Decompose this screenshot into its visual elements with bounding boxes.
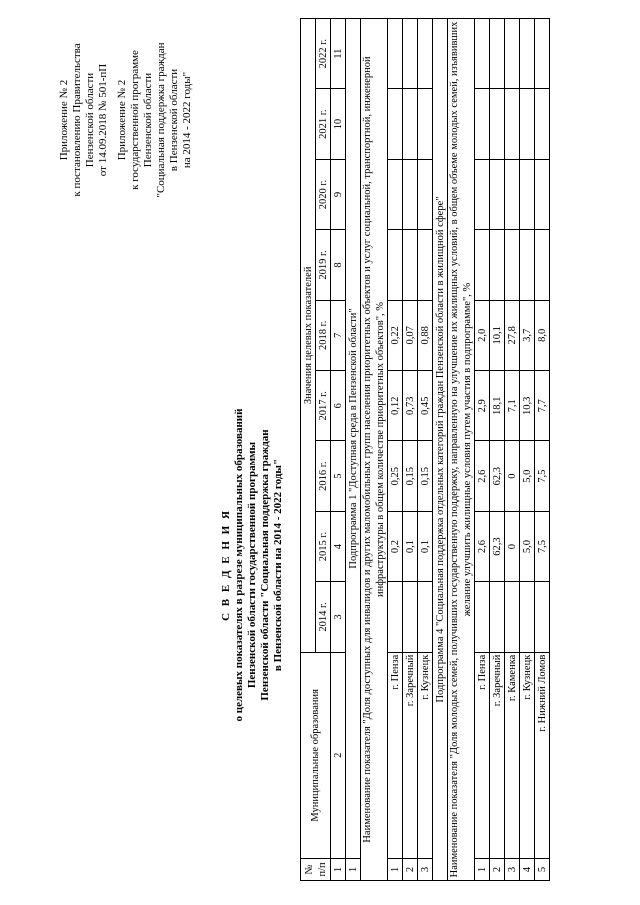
col-number: 4 [331, 511, 346, 581]
title-line: в Пензенской области на 2014 - 2022 годы" [272, 458, 284, 672]
appendix-line: к постановлению Правительства [71, 43, 83, 197]
value-cell [403, 19, 418, 89]
value-cell: 10,1 [490, 300, 505, 370]
value-cell [520, 159, 535, 229]
col-number: 5 [331, 441, 346, 511]
appendix-line: "Социальная поддержка граждан [155, 42, 167, 198]
value-cell [388, 582, 403, 652]
value-cell: 2,6 [475, 511, 490, 581]
row-municipality: г. Нижний Ломов [535, 652, 550, 858]
value-cell: 0 [505, 511, 520, 581]
title-line: Пензенской области государственной программы [246, 441, 258, 689]
header-year: 2015 г. [316, 511, 331, 581]
row-municipality: г. Каменка [505, 652, 520, 858]
header-year: 2018 г. [316, 300, 331, 370]
subprogram-1-title: Подпрограмма 1 "Доступная среда в Пензенской области" [346, 19, 361, 859]
value-cell [403, 230, 418, 300]
value-cell: 0,15 [418, 441, 433, 511]
value-cell [388, 159, 403, 229]
value-cell: 3,7 [520, 300, 535, 370]
col-number: 11 [331, 19, 346, 89]
subprogram-row [346, 19, 361, 881]
title-line: о целевых показателях в разрезе муниципальных образований [233, 408, 245, 722]
value-cell [475, 230, 490, 300]
table-row [535, 19, 550, 881]
value-cell: 5,0 [520, 441, 535, 511]
row-num: 1 [388, 858, 403, 880]
value-cell: 5,0 [520, 511, 535, 581]
appendix-line: Приложение № 2 [58, 79, 70, 161]
value-cell: 0,22 [388, 300, 403, 370]
value-cell [388, 230, 403, 300]
subprogram-4-indicator: Наименование показателя "Доля молодых семей, получивших государственную поддержку, направленную на улучшение их жилищных условий, в общем объеме молодых семей, изъявивших желание улучшить жилищные условия путем участия в подпрограмме", % [448, 19, 475, 881]
table-row [403, 19, 418, 881]
header-values-group: Значения целевых показателей [301, 19, 316, 653]
row-num: 2 [490, 858, 505, 880]
value-cell: 0,25 [388, 441, 403, 511]
table-row [475, 19, 490, 881]
value-cell [475, 582, 490, 652]
col-number: 10 [331, 89, 346, 159]
value-cell: 7,1 [505, 371, 520, 441]
title-word: С В Е Д Е Н И Я [220, 509, 232, 621]
value-cell: 0,88 [418, 300, 433, 370]
value-cell [520, 230, 535, 300]
header-year: 2022 г. [316, 19, 331, 89]
header-year: 2014 г. [316, 582, 331, 652]
appendix-program-block [116, 0, 194, 240]
indicator-row [361, 19, 388, 881]
title-line: Пензенской области "Социальная поддержка граждан [259, 429, 271, 701]
value-cell: 0,73 [403, 371, 418, 441]
value-cell: 18,1 [490, 371, 505, 441]
value-cell [535, 582, 550, 652]
value-cell [520, 89, 535, 159]
row-municipality: г. Кузнецк [418, 652, 433, 858]
row-municipality: г. Заречный [490, 652, 505, 858]
value-cell: 0,45 [418, 371, 433, 441]
value-cell [490, 230, 505, 300]
header-municipality: Муниципальные образования [301, 652, 331, 858]
value-cell [418, 159, 433, 229]
col-number: 1 [331, 858, 346, 880]
value-cell: 2,0 [475, 300, 490, 370]
value-cell: 0,2 [388, 511, 403, 581]
appendix-line: в Пензенской области [168, 68, 180, 172]
row-num: 4 [520, 858, 535, 880]
value-cell [490, 19, 505, 89]
appendix-line: Пензенской области [84, 72, 96, 168]
value-cell: 0,07 [403, 300, 418, 370]
value-cell: 8,0 [535, 300, 550, 370]
table-row [388, 19, 403, 881]
table-row [418, 19, 433, 881]
value-cell [475, 159, 490, 229]
subprogram-row [433, 19, 448, 881]
header-year: 2021 г. [316, 89, 331, 159]
value-cell: 10,3 [520, 371, 535, 441]
value-cell: 7,5 [535, 511, 550, 581]
value-cell [403, 159, 418, 229]
indicator-row [448, 19, 475, 881]
header-row [301, 19, 316, 881]
value-cell [505, 230, 520, 300]
appendix-line: от 14.09.2018 № 501-пП [97, 63, 109, 177]
header-num: № п/п [301, 858, 331, 880]
value-cell [520, 582, 535, 652]
value-cell [505, 89, 520, 159]
table-row [505, 19, 520, 881]
value-cell [475, 89, 490, 159]
appendix-line: к государственной программе [129, 50, 141, 190]
row-municipality: г. Кузнецк [520, 652, 535, 858]
appendix-decree-block [58, 0, 110, 240]
indicators-table [300, 18, 550, 881]
value-cell: 7,7 [535, 371, 550, 441]
value-cell: 0 [505, 441, 520, 511]
value-cell [418, 19, 433, 89]
value-cell: 0,12 [388, 371, 403, 441]
value-cell [403, 582, 418, 652]
value-cell [403, 89, 418, 159]
appendix-line: Пензенской области [142, 72, 154, 168]
row-num: 3 [418, 858, 433, 880]
value-cell [520, 19, 535, 89]
col-number: 9 [331, 159, 346, 229]
table-cell: 1 [346, 858, 361, 880]
value-cell [535, 230, 550, 300]
row-municipality: г. Пенза [475, 652, 490, 858]
value-cell: 62,3 [490, 511, 505, 581]
value-cell [535, 19, 550, 89]
value-cell: 2,9 [475, 371, 490, 441]
subprogram-1-indicator: Наименование показателя "Доля доступных для инвалидов и других маломобильных групп населения приоритетных объектов и услуг социальной, транспортной, инженерной инфраструктуры в общем количестве приоритетных объектов", % [361, 19, 388, 881]
subprogram-4-title: Подпрограмма 4 "Социальная поддержка отдельных категорий граждан Пензенской области в жилищной сфере" [433, 19, 448, 881]
value-cell [535, 89, 550, 159]
value-cell [418, 230, 433, 300]
row-num: 3 [505, 858, 520, 880]
document-title [220, 305, 285, 825]
header-year: 2020 г. [316, 159, 331, 229]
value-cell [505, 159, 520, 229]
value-cell: 27,8 [505, 300, 520, 370]
header-year: 2017 г. [316, 371, 331, 441]
row-municipality: г. Заречный [403, 652, 418, 858]
col-number: 7 [331, 300, 346, 370]
col-number: 2 [331, 652, 346, 858]
value-cell: 0,1 [403, 511, 418, 581]
table-row [520, 19, 535, 881]
value-cell [388, 19, 403, 89]
value-cell: 62,3 [490, 441, 505, 511]
value-cell [418, 89, 433, 159]
row-num: 5 [535, 858, 550, 880]
col-number: 8 [331, 230, 346, 300]
value-cell: 2,6 [475, 441, 490, 511]
row-num: 1 [475, 858, 490, 880]
appendix-line: на 2014 - 2022 годы" [181, 71, 193, 169]
value-cell [490, 582, 505, 652]
value-cell: 0,1 [418, 511, 433, 581]
value-cell [535, 159, 550, 229]
value-cell [475, 19, 490, 89]
value-cell [388, 89, 403, 159]
row-num: 2 [403, 858, 418, 880]
col-number: 6 [331, 371, 346, 441]
row-municipality: г. Пенза [388, 652, 403, 858]
table-row [490, 19, 505, 881]
value-cell [418, 582, 433, 652]
value-cell [505, 582, 520, 652]
header-year: 2016 г. [316, 441, 331, 511]
value-cell: 0,15 [403, 441, 418, 511]
appendix-line: Приложение № 2 [116, 79, 128, 161]
value-cell [505, 19, 520, 89]
column-numbers-row [331, 19, 346, 881]
value-cell [490, 89, 505, 159]
value-cell [490, 159, 505, 229]
value-cell: 7,5 [535, 441, 550, 511]
col-number: 3 [331, 582, 346, 652]
header-year: 2019 г. [316, 230, 331, 300]
